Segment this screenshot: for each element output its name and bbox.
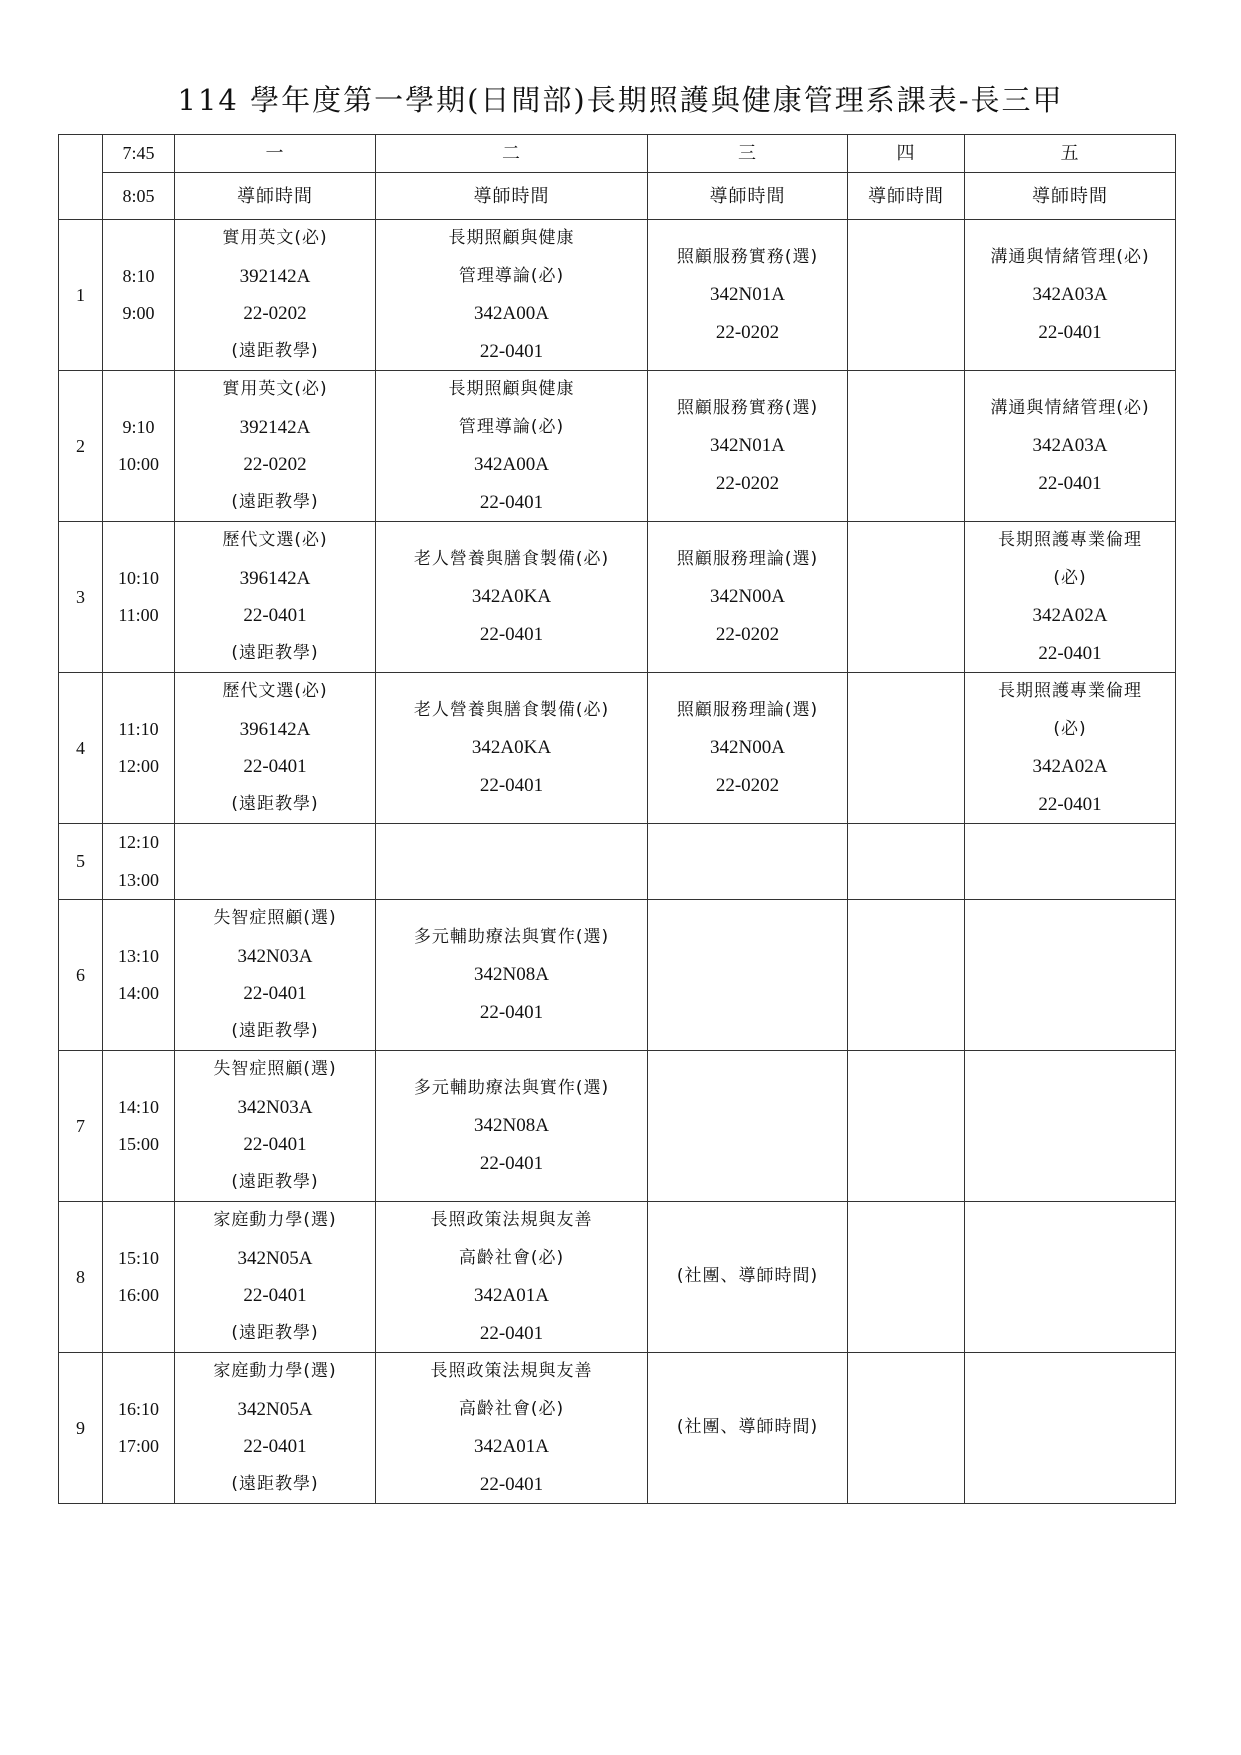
period-time-end: 10:00 <box>117 454 159 474</box>
course-line: 實用英文(必) <box>222 228 328 248</box>
course-line: 342A0KA <box>471 737 552 759</box>
course-line: 22-0202 <box>715 321 780 343</box>
course-line: 22-0401 <box>243 605 307 626</box>
course-line: 342A01A <box>474 1285 549 1306</box>
homeroom-row <box>59 173 1176 220</box>
empty-cell <box>848 900 965 1051</box>
course-line: 22-0401 <box>1038 793 1102 815</box>
period-time <box>103 522 175 673</box>
course-line: 失智症照顧(選) <box>213 1059 337 1079</box>
course-line: 22-0401 <box>479 340 544 362</box>
course-line: 照顧服務理論(選) <box>676 699 819 720</box>
course-line: (遠距教學) <box>231 642 319 663</box>
period-time-end: 16:00 <box>117 1285 159 1305</box>
day-header-mon: 一 <box>175 135 376 173</box>
course-line: 家庭動力學(選) <box>213 1361 337 1381</box>
course-line: 22-0401 <box>1038 642 1102 664</box>
course-line: 多元輔助療法與實作(選) <box>413 1077 610 1098</box>
course-cell <box>175 220 376 371</box>
period-time-start: 15:10 <box>117 1247 159 1268</box>
course-line: (遠距教學) <box>231 1020 319 1041</box>
empty-cell <box>848 1051 965 1202</box>
course-line: 342N01A <box>710 435 785 457</box>
course-cell <box>175 673 376 824</box>
course-line: 22-0401 <box>479 1152 544 1174</box>
course-line: 392142A <box>239 265 311 287</box>
course-line: 22-0401 <box>479 1001 544 1023</box>
period-number: 9 <box>59 1353 103 1504</box>
course-line: 22-0401 <box>479 491 544 513</box>
course-line: 實用英文(必) <box>222 379 328 399</box>
course-line: 22-0401 <box>479 1322 544 1344</box>
period-time-end: 14:00 <box>117 983 159 1003</box>
homeroom-cell: 導師時間 <box>376 173 648 220</box>
course-line: 高齡社會(必) <box>458 1247 565 1268</box>
empty-cell <box>965 1353 1176 1504</box>
course-cell <box>376 1202 648 1353</box>
course-cell <box>175 900 376 1051</box>
empty-cell <box>965 1051 1176 1202</box>
corner-cell <box>59 135 103 220</box>
period-number: 7 <box>59 1051 103 1202</box>
period-row <box>59 371 1176 522</box>
empty-cell <box>848 824 965 900</box>
course-line: (社團、導師時間) <box>676 1266 819 1287</box>
course-cell <box>648 371 848 522</box>
course-cell <box>965 522 1176 673</box>
course-line: 22-0202 <box>243 303 307 324</box>
empty-cell <box>848 1353 965 1504</box>
course-cell <box>376 900 648 1051</box>
course-line: 長期照顧與健康 <box>448 379 575 399</box>
course-line: 歷代文選(必) <box>222 681 328 701</box>
empty-cell <box>648 1051 848 1202</box>
course-line: 392142A <box>239 416 311 438</box>
period-row <box>59 220 1176 371</box>
period-number: 8 <box>59 1202 103 1353</box>
course-line: 失智症照顧(選) <box>213 908 337 928</box>
course-line: (遠距教學) <box>231 491 319 512</box>
course-cell <box>376 1353 648 1504</box>
course-line: 多元輔助療法與實作(選) <box>413 926 610 947</box>
course-cell <box>175 371 376 522</box>
course-line: 管理導論(必) <box>458 416 565 437</box>
period-time-end: 13:00 <box>117 869 159 890</box>
period-row <box>59 824 1176 900</box>
course-line: 342N08A <box>474 964 549 986</box>
course-cell <box>648 1353 848 1504</box>
homeroom-cell: 導師時間 <box>848 173 965 220</box>
period-time-end: 11:00 <box>118 605 159 625</box>
homeroom-cell: 導師時間 <box>648 173 848 220</box>
period-row <box>59 1051 1176 1202</box>
course-line: 22-0202 <box>715 774 780 796</box>
course-line: 342A00A <box>474 454 549 475</box>
course-cell <box>376 522 648 673</box>
course-line: 342A01A <box>474 1436 549 1457</box>
course-line: 342A03A <box>1032 435 1108 457</box>
empty-cell <box>648 824 848 900</box>
course-line: 老人營養與膳食製備(必) <box>413 548 610 569</box>
course-line: 342N00A <box>710 586 785 608</box>
period-time-start: 11:10 <box>118 718 159 739</box>
empty-cell <box>848 371 965 522</box>
course-line: 長期照顧與健康 <box>448 228 575 248</box>
day-header-tue: 二 <box>376 135 648 173</box>
period-time <box>103 1353 175 1504</box>
period-time-end: 9:00 <box>122 303 155 323</box>
timetable <box>58 134 1176 1504</box>
course-line: 396142A <box>239 567 311 589</box>
period-time <box>103 824 175 900</box>
period-time <box>103 1202 175 1353</box>
course-cell <box>648 220 848 371</box>
period-row <box>59 522 1176 673</box>
period-time <box>103 371 175 522</box>
course-line: 22-0401 <box>1038 472 1102 494</box>
period-number: 4 <box>59 673 103 824</box>
course-line: 342A00A <box>474 303 549 324</box>
course-line: 溝通與情緒管理(必) <box>990 397 1150 418</box>
day-header-thu: 四 <box>848 135 965 173</box>
course-cell <box>376 220 648 371</box>
course-line: 22-0401 <box>479 1473 544 1495</box>
period-row <box>59 673 1176 824</box>
course-line: 22-0401 <box>243 983 307 1004</box>
empty-cell <box>848 522 965 673</box>
empty-cell <box>376 824 648 900</box>
course-line: 342N05A <box>237 1247 313 1269</box>
homeroom-start: 7:45 <box>103 135 175 173</box>
homeroom-end: 8:05 <box>103 173 175 220</box>
course-line: 342A0KA <box>471 586 552 608</box>
page-title: 114 學年度第一學期(日間部)長期照護與健康管理系課表-長三甲 <box>177 83 1064 117</box>
empty-cell <box>965 900 1176 1051</box>
course-line: 396142A <box>239 718 311 740</box>
course-line: 22-0202 <box>715 472 780 494</box>
period-time-start: 9:10 <box>122 416 155 437</box>
course-line: 22-0401 <box>479 774 544 796</box>
course-line: 342A02A <box>1032 605 1108 626</box>
course-line: 管理導論(必) <box>458 265 565 286</box>
homeroom-cell: 導師時間 <box>175 173 376 220</box>
course-line: 照顧服務實務(選) <box>676 246 819 267</box>
period-time-start: 14:10 <box>117 1096 159 1117</box>
course-cell <box>175 1202 376 1353</box>
period-time-end: 15:00 <box>117 1134 159 1154</box>
empty-cell <box>965 824 1176 900</box>
course-line: (遠距教學) <box>231 1322 319 1343</box>
period-time-start: 8:10 <box>122 265 155 286</box>
course-line: (遠距教學) <box>231 340 319 361</box>
course-line: 照顧服務理論(選) <box>676 548 819 569</box>
course-line: 長照政策法規與友善 <box>430 1361 593 1381</box>
course-line: 342N03A <box>237 945 313 967</box>
period-time-start: 13:10 <box>117 945 159 966</box>
day-header-wed: 三 <box>648 135 848 173</box>
course-line: 22-0401 <box>243 756 307 777</box>
course-line: 長期照護專業倫理 <box>998 530 1142 550</box>
course-line: 老人營養與膳食製備(必) <box>413 699 610 720</box>
empty-cell <box>175 824 376 900</box>
course-line: 溝通與情緒管理(必) <box>990 246 1150 267</box>
course-line: 342A02A <box>1032 756 1108 777</box>
empty-cell <box>648 900 848 1051</box>
course-cell <box>376 1051 648 1202</box>
empty-cell <box>848 673 965 824</box>
empty-cell <box>965 1202 1176 1353</box>
course-cell <box>175 1353 376 1504</box>
course-cell <box>648 522 848 673</box>
course-cell <box>648 1202 848 1353</box>
course-line: (社團、導師時間) <box>676 1417 819 1438</box>
period-number: 6 <box>59 900 103 1051</box>
period-time <box>103 900 175 1051</box>
course-line: (遠距教學) <box>231 1473 319 1494</box>
course-cell <box>648 673 848 824</box>
period-time-start: 10:10 <box>117 567 159 588</box>
course-line: 22-0401 <box>243 1285 307 1306</box>
course-cell <box>965 371 1176 522</box>
period-time-end: 12:00 <box>117 756 159 776</box>
course-line: 22-0401 <box>243 1134 307 1155</box>
course-line: 342N03A <box>237 1096 313 1118</box>
day-header-fri: 五 <box>965 135 1176 173</box>
course-line: 22-0401 <box>479 623 544 645</box>
course-line: 22-0401 <box>243 1436 307 1457</box>
course-line: 342N01A <box>710 284 785 306</box>
course-line: 342N00A <box>710 737 785 759</box>
course-cell <box>965 220 1176 371</box>
period-number: 5 <box>59 824 103 900</box>
period-time-start: 12:10 <box>117 832 159 852</box>
course-cell <box>175 522 376 673</box>
period-time-start: 16:10 <box>117 1398 159 1419</box>
period-row <box>59 1353 1176 1504</box>
course-cell <box>376 673 648 824</box>
empty-cell <box>848 220 965 371</box>
course-line: 22-0401 <box>1038 321 1102 343</box>
period-time-end: 17:00 <box>117 1436 159 1456</box>
course-line: 家庭動力學(選) <box>213 1210 337 1230</box>
period-time <box>103 673 175 824</box>
period-row <box>59 900 1176 1051</box>
course-cell <box>175 1051 376 1202</box>
empty-cell <box>848 1202 965 1353</box>
course-line: (遠距教學) <box>231 1171 319 1192</box>
period-row <box>59 1202 1176 1353</box>
period-number: 1 <box>59 220 103 371</box>
course-line: 長照政策法規與友善 <box>430 1210 593 1230</box>
period-number: 3 <box>59 522 103 673</box>
course-line: 342N05A <box>237 1398 313 1420</box>
course-line: (必) <box>1053 718 1087 739</box>
course-cell <box>376 371 648 522</box>
course-line: 342N08A <box>474 1115 549 1137</box>
course-line: (必) <box>1053 567 1087 588</box>
course-line: 長期照護專業倫理 <box>998 681 1142 701</box>
period-time <box>103 220 175 371</box>
course-line: 22-0202 <box>243 454 307 475</box>
period-number: 2 <box>59 371 103 522</box>
course-line: 照顧服務實務(選) <box>676 397 819 418</box>
course-line: 22-0202 <box>715 623 780 645</box>
course-cell <box>965 673 1176 824</box>
course-line: 高齡社會(必) <box>458 1398 565 1419</box>
course-line: 342A03A <box>1032 284 1108 306</box>
course-line: 歷代文選(必) <box>222 530 328 550</box>
period-time <box>103 1051 175 1202</box>
homeroom-cell: 導師時間 <box>965 173 1176 220</box>
day-header-row <box>59 135 1176 173</box>
course-line: (遠距教學) <box>231 793 319 814</box>
